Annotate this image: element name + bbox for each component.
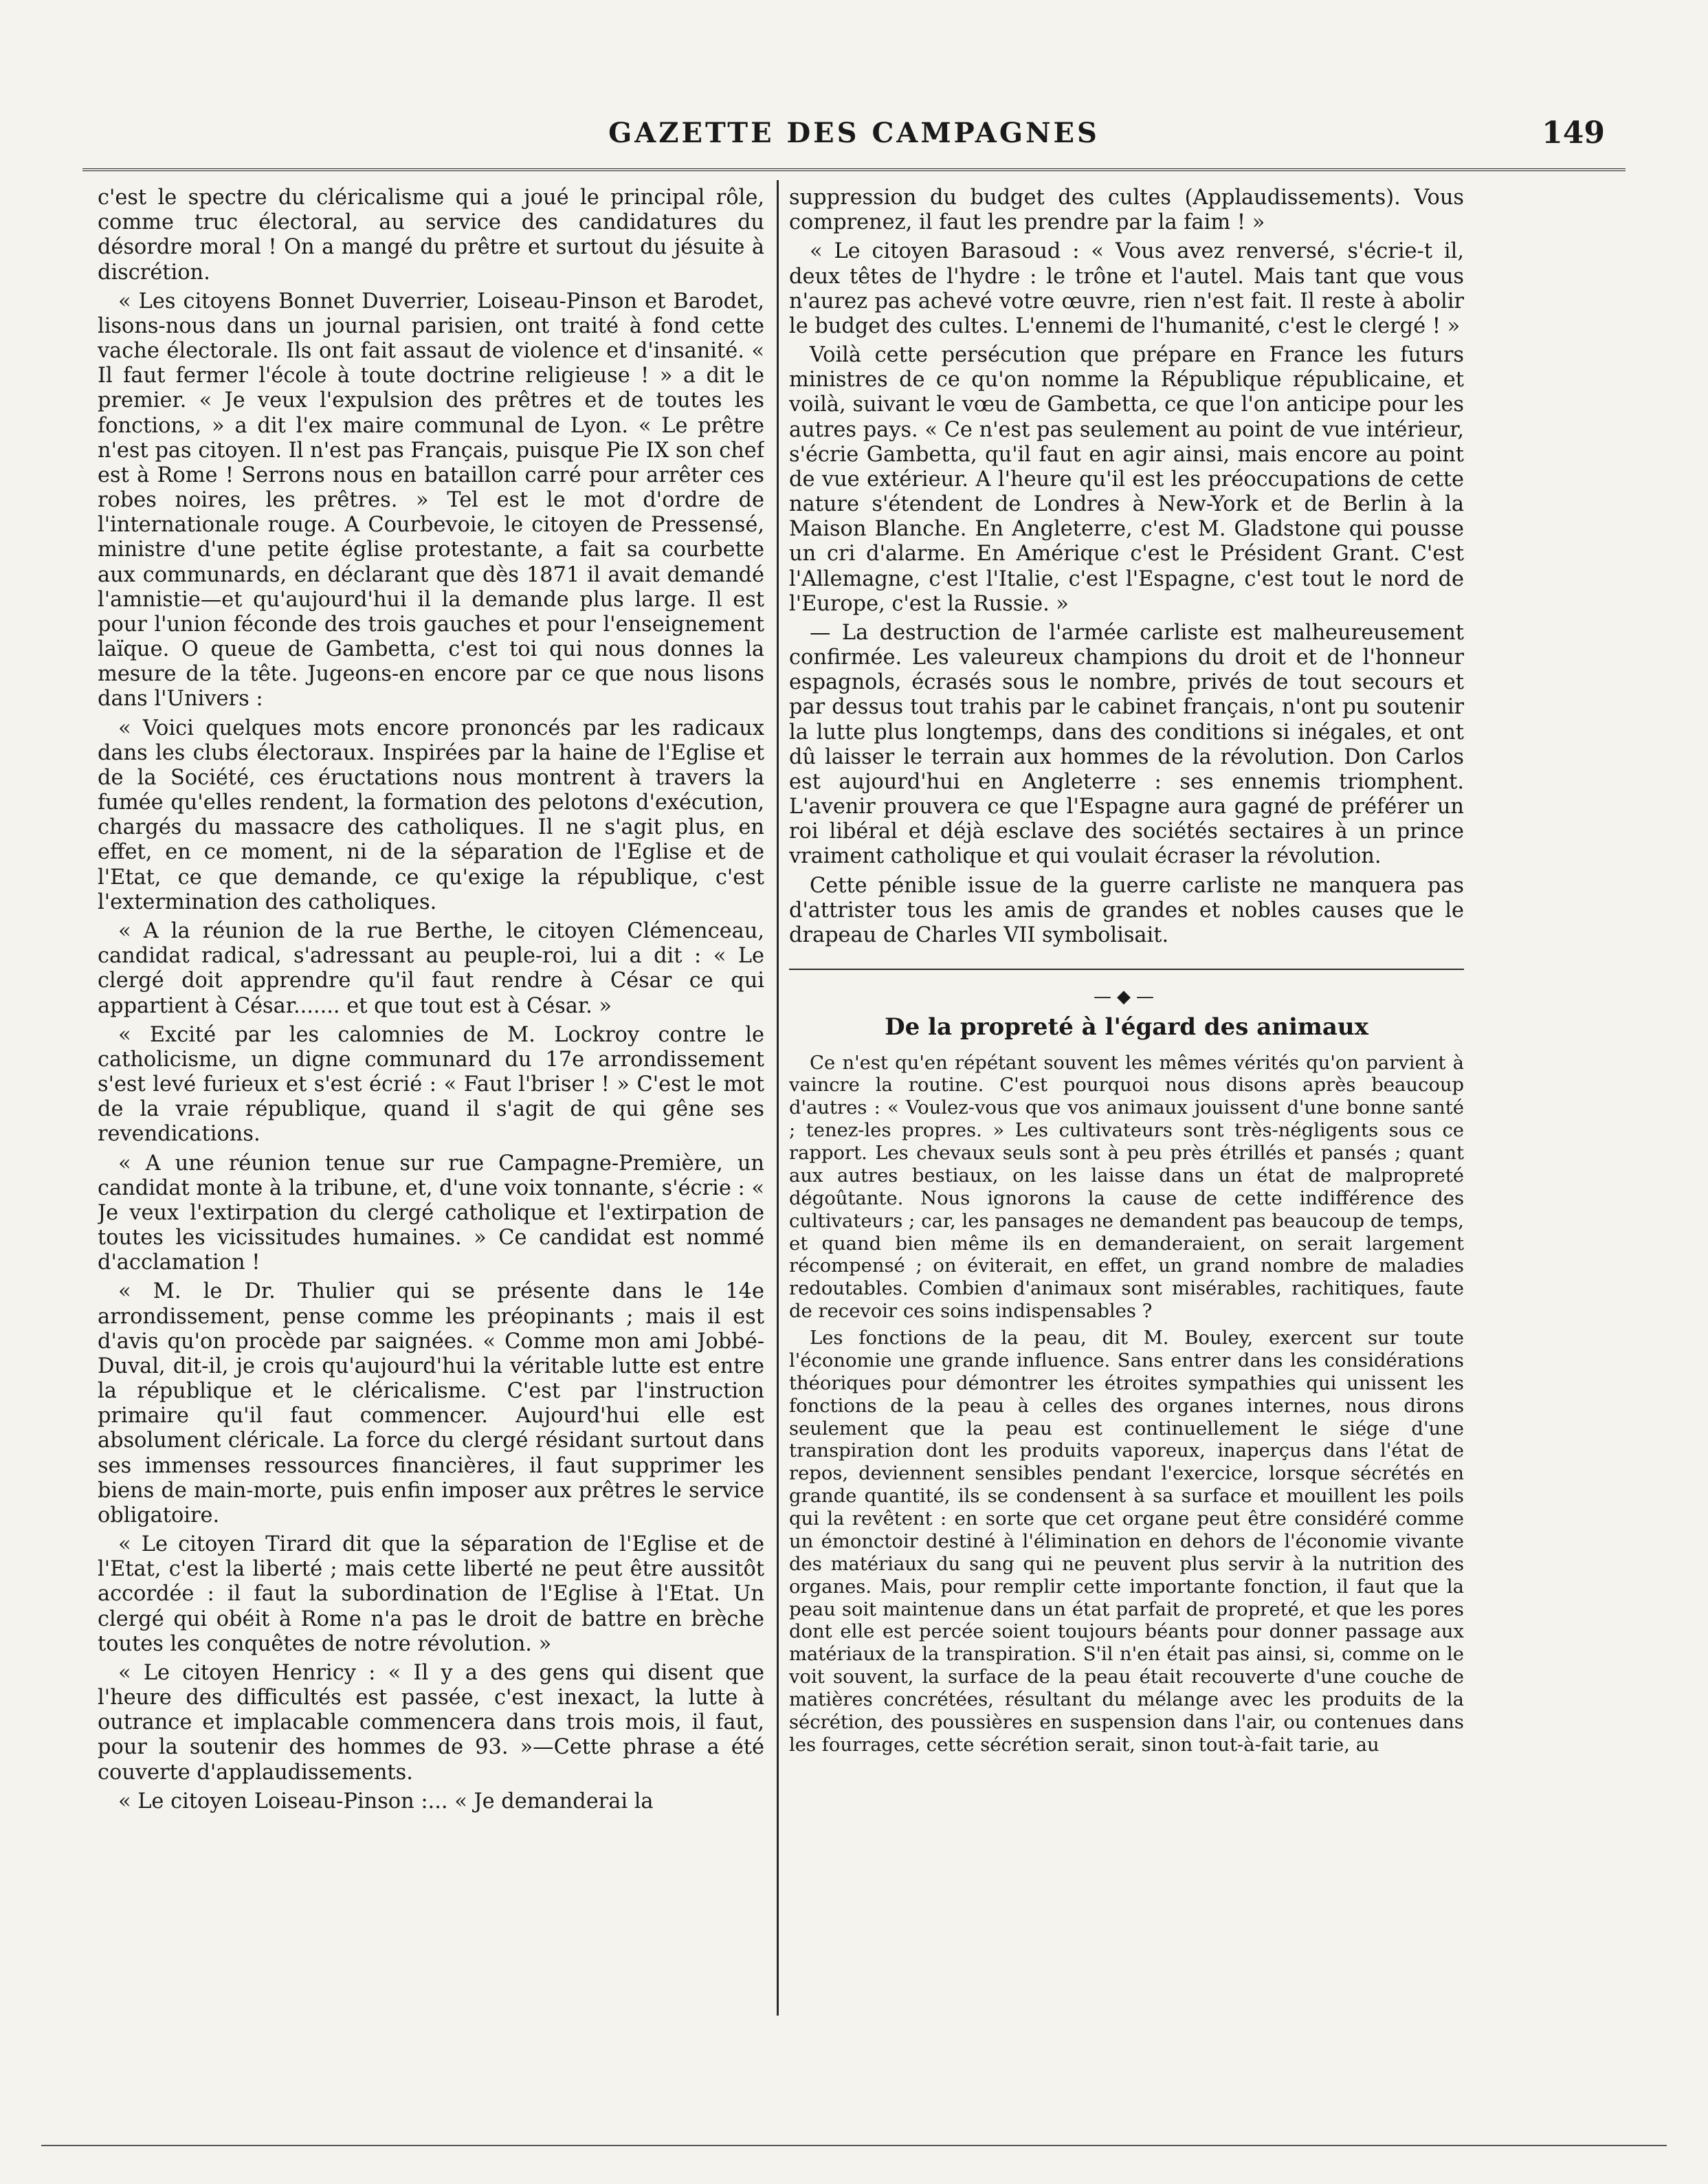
ornament-divider: —◆—: [1094, 986, 1160, 1008]
left-paragraph: « Le citoyen Tirard dit que la séparation de l'Eglise et de l'Etat, c'est la liberté ; mais cette liberté ne peut être aussitôt accordée : il faut la subordination de l'Eglise à l'Etat. Un clergé qui obéit à Rome n'a pas le droit de battre en brèche toutes les conquêtes de notre révolution. »: [98, 1532, 764, 1656]
left-paragraph: « Voici quelques mots encore prononcés par les radicaux dans les clubs électoraux. Inspirées par la haine de l'Eglise et de la Société, ces éructations nous montrent à travers la fumée qu'elles rendent, la formation des pelotons d'exécution, chargés du massacre des catholiques. Il ne s'agit plus, en effet, en ce moment, ni de la séparation de l'Eglise et de l'Etat, ce que demande, ce qu'exige la république, c'est l'extermination des catholiques.: [98, 716, 764, 914]
running-head: [82, 110, 1626, 158]
right-column: [789, 186, 1464, 2014]
right-paragraph: suppression du budget des cultes (Applaudissements). Vous comprenez, il faut les prendre par la faim ! »: [789, 186, 1464, 235]
right-paragraph: Cette pénible issue de la guerre carliste ne manquera pas d'attrister tous les amis de grandes et nobles causes que le drapeau de Charles VII symbolisait.: [789, 873, 1464, 947]
left-paragraph: « Le citoyen Henricy : « Il y a des gens qui disent que l'heure des difficultés est passée, c'est inexact, la lutte à outrance et implacable commencera dans trois mois, il faut, pour la soutenir des hommes de 93. »—Cette phrase a été couverte d'applaudissements.: [98, 1660, 764, 1785]
right-paragraph: « Le citoyen Barasoud : « Vous avez renversé, s'écrie-t il, deux têtes de l'hydre : le trône et l'autel. Mais tant que vous n'aurez pas achevé votre œuvre, rien n'est fait. Il reste à abolir le budget des cultes. L'ennemi de l'humanité, c'est le clergé ! »: [789, 239, 1464, 338]
left-paragraph: « A une réunion tenue sur rue Campagne-Première, un candidat monte à la tribune, et, d'une voix tonnante, s'écrie : « Je veux l'extirpation du clergé catholique et l'extirpation de toutes les vicissitudes humaines. » Ce candidat est nommé d'acclamation !: [98, 1151, 764, 1275]
left-paragraph: « A la réunion de la rue Berthe, le citoyen Clémenceau, candidat radical, s'adressant au peuple-roi, lui a dit : « Le clergé doit apprendre qu'il faut rendre à César ce qui appartient à César....... et que tout est à César. »: [98, 918, 764, 1018]
left-paragraph: « Le citoyen Loiseau-Pinson :... « Je demanderai la: [118, 1789, 654, 1813]
header-rule: [82, 168, 1626, 171]
right-paragraph: Voilà cette persécution que prépare en France les futurs ministres de ce qu'on nomme la République républicaine, et voilà, suivant le vœu de Gambetta, ce que l'on anticipe pour les autres pays. « Ce n'est pas seulement au point de vue intérieur, s'écrie Gambetta, qu'il faut en agir ainsi, mais encore au point de vue extérieur. A l'heure qu'il est les préoccupations de cette nature s'étendent de Londres à New-York et de Berlin à la Maison Blanche. En Angleterre, c'est M. Gladstone qui pousse un cri d'alarme. En Amérique c'est le Président Grant. C'est l'Allemagne, c'est l'Italie, c'est l'Espagne, c'est tout le nord de l'Europe, c'est la Russie. »: [789, 343, 1464, 616]
bottom-rule: [41, 2145, 1667, 2146]
left-paragraph: c'est le spectre du cléricalisme qui a joué le principal rôle, comme truc électoral, au service des candidatures du désordre moral ! On a mangé du prêtre et surtout du jésuite à discrétion.: [98, 186, 764, 285]
column-divider: [777, 180, 779, 2016]
left-column: [98, 186, 764, 2014]
article-paragraph: Les fonctions de la peau, dit M. Bouley, exercent sur toute l'économie une grande influence. Sans entrer dans les considérations théoriques pour démontrer les étroites sympathies qui unissent les fonctions de la peau à celles des organes internes, nous dirons seulement que la peau est continuellement le siége d'une transpiration dont les produits vaporeux, inaperçus dans l'état de repos, deviennent sensibles pendant l'exercice, lorsque sécrétés en grande quantité, ils se condensent à sa surface et mouillent les poils qui la revêtent : en sorte que cet organe peut être considéré comme un émonctoir destiné à l'élimination en dehors de l'économie vivante des matériaux du sang qui ne peuvent plus servir à la nutrition des organes. Mais, pour remplir cette importante fonction, il faut que la peau soit maintenue dans un état parfait de propreté, et que les pores dont elle est percée soient toujours béants pour donner passage aux matériaux de la transpiration. S'il n'en était pas ainsi, si, comme on le voit souvent, la surface de la peau était recouverte d'une couche de matières concrétées, résultant du mélange avec les produits de la sécrétion, des poussières en suspension dans l'air, ou contenues dans les fourrages, cette sécrétion serait, sinon tout-à-fait tarie, au: [789, 1327, 1464, 1756]
section-separator: [789, 969, 1464, 970]
journal-title: GAZETTE DES CAMPAGNES: [608, 117, 1100, 149]
left-paragraph: « M. le Dr. Thulier qui se présente dans le 14e arrondissement, pense comme les préopinants ; mais il est d'avis qu'on procède par saignées. « Comme mon ami Jobbé-Duval, dit-il, je crois qu'aujourd'hui la véritable lutte est entre la république et le cléricalisme. C'est par l'instruction primaire qu'il faut commencer. Aujourd'hui elle est absolument cléricale. La force du clergé résidant surtout dans ses immenses ressources financières, il faut supprimer les biens de main-morte, puis enfin imposer aux prêtres le service obligatoire.: [98, 1279, 764, 1527]
section-heading: De la propreté à l'égard des animaux: [885, 1013, 1368, 1041]
left-paragraph: « Les citoyens Bonnet Duverrier, Loiseau-Pinson et Barodet, lisons-nous dans un journal parisien, ont traité à fond cette vache électorale. Ils ont fait assaut de violence et d'insanité. « Il faut fermer l'école à toute doctrine religieuse ! » a dit le premier. « Je veux l'expulsion des prêtres et de toutes les fonctions, » a dit l'ex maire communal de Lyon. « Le prêtre n'est pas citoyen. Il n'est pas Français, puisque Pie IX son chef est à Rome ! Serrons nous en bataillon carré pour arrêter ces robes noires, les prêtres. » Tel est le mot d'ordre de l'internationale rouge. A Courbevoie, le citoyen de Pressensé, ministre d'une petite église protestante, a fait sa courbette aux communards, en déclarant que dès 1871 il avait demandé l'amnistie—et qu'aujourd'hui il la demande plus large. Il est pour l'union féconde des trois gauches et pour l'enseignement laïque. O queue de Gambetta, c'est toi qui nous donnes la mesure de la tête. Jugeons-en encore par ce que nous lisons dans l'Univers :: [98, 289, 764, 712]
left-paragraph: « Excité par les calomnies de M. Lockroy contre le catholicisme, un digne communard du 17e arrondissement s'est levé furieux et s'est écrié : « Faut l'briser ! » C'est le mot de la vraie république, quand il s'agit de qui gêne ses revendications.: [98, 1022, 764, 1147]
right-paragraph: — La destruction de l'armée carliste est malheureusement confirmée. Les valeureux champions du droit et de l'honneur espagnols, écrasés sous le nombre, privés de tout secours et par dessus tout trahis par le cabinet français, n'ont pu soutenir la lutte plus longtemps, dans des conditions si inégales, et ont dû laisser le terrain aux hommes de la révolution. Don Carlos est aujourd'hui en Angleterre : ses ennemis triomphent. L'avenir prouvera ce que l'Espagne aura gagné de préférer un roi libéral et déjà esclave des sociétés sectaires à un prince vraiment catholique et qui voulait écraser la révolution.: [789, 620, 1464, 869]
article-paragraph: Ce n'est qu'en répétant souvent les mêmes vérités qu'on parvient à vaincre la routine. C'est pourquoi nous disons après beaucoup d'autres : « Voulez-vous que vos animaux jouissent d'une bonne santé ; tenez-les propres. » Les cultivateurs sont très-négligents sous ce rapport. Les chevaux seuls sont à peu près étrillés et pansés ; quant aux autres bestiaux, on les laisse dans un état de malpropreté dégoûtante. Nous ignorons la cause de cette indifférence des cultivateurs ; car, les pansages ne demandent pas beaucoup de temps, et quand bien même ils en demanderaient, on serait largement récompensé ; on éviterait, en effet, un grand nombre de maladies redoutables. Combien d'animaux sont misérables, rachitiques, faute de recevoir ces soins indispensables ?: [789, 1052, 1464, 1323]
article-body: [789, 1052, 1464, 1757]
page-number: 149: [1542, 115, 1605, 151]
